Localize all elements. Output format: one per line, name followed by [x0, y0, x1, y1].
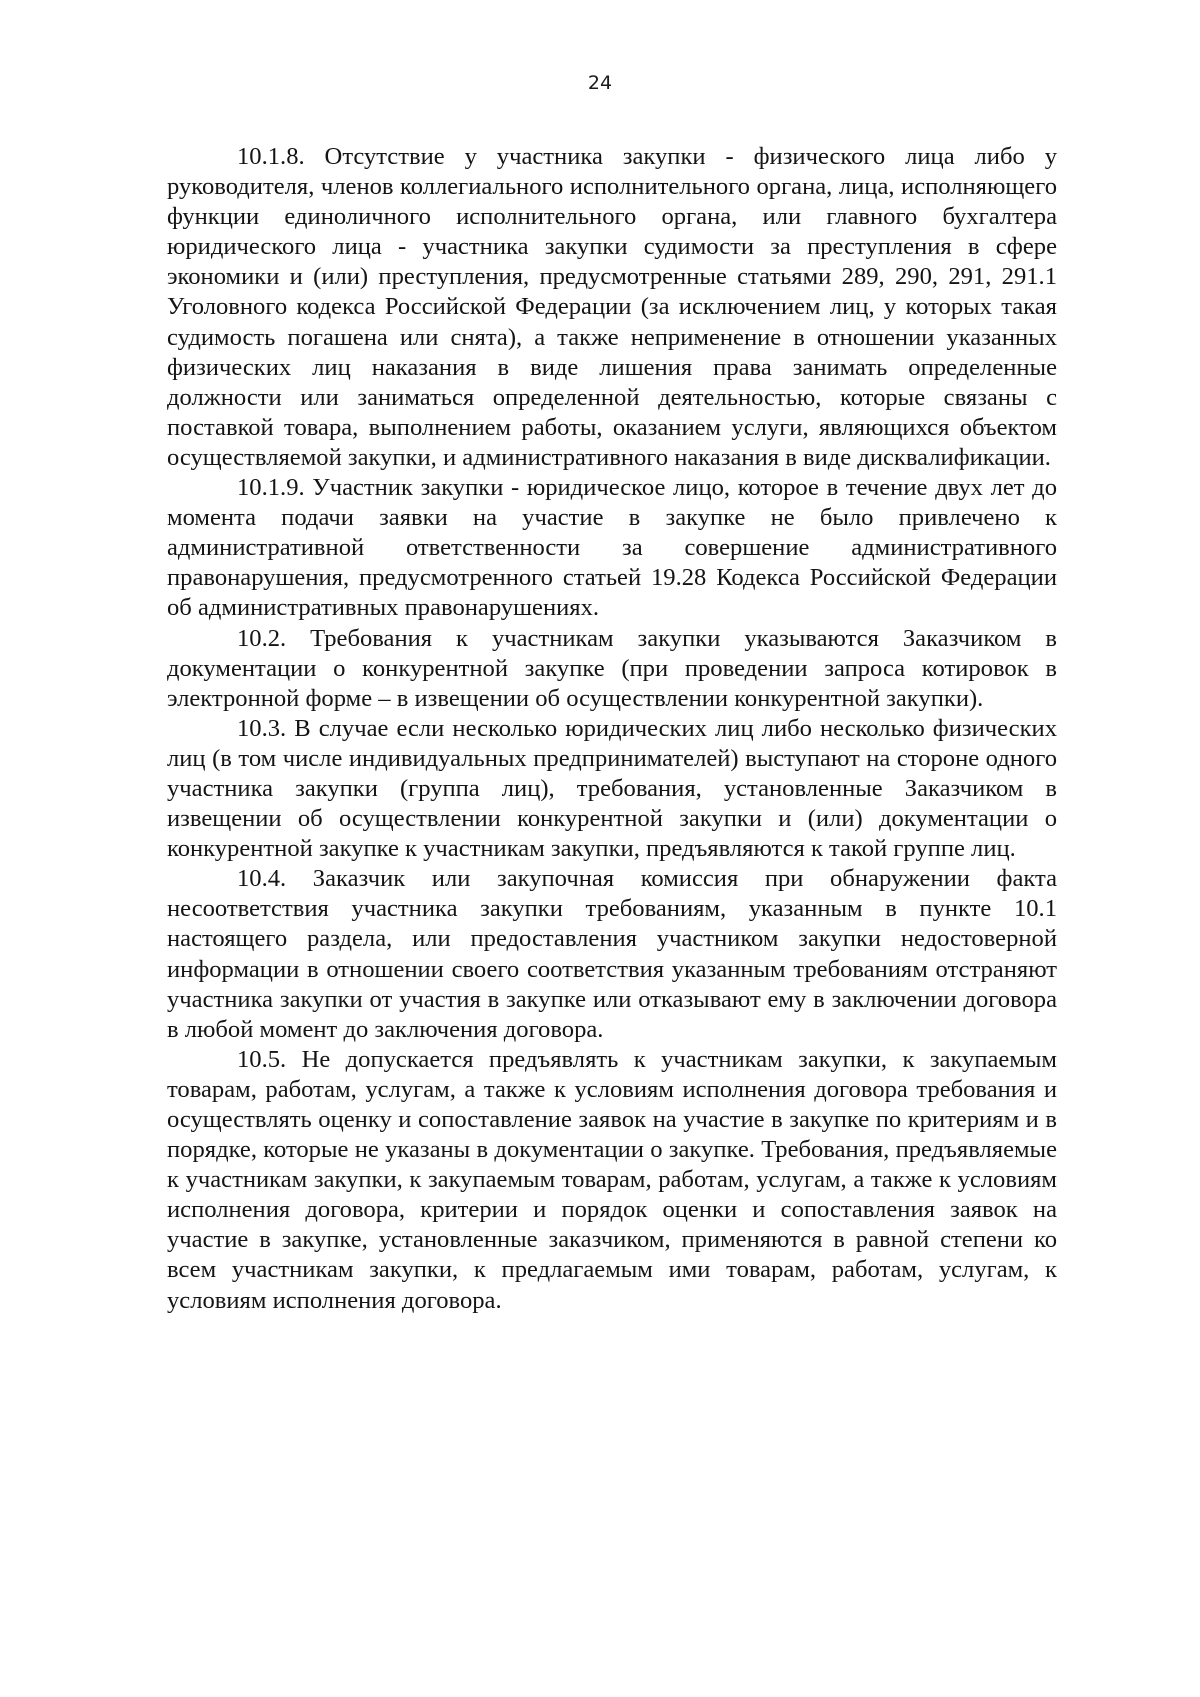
paragraph-10-4: 10.4. Заказчик или закупочная комиссия при обнаружении факта несоответствия участника закупки требованиям, указанным в пункте 10.1 настоящего раздела, или предоставления участником закупки недостоверной информации в отношении своего соответствия указанным требованиям отстраняют участника закупки от участия в закупке или отказывают ему в заключении договора в любой момент до заключения договора. — [167, 865, 1057, 1043]
document-body — [167, 142, 1057, 1316]
paragraph-10-1-9: 10.1.9. Участник закупки - юридическое лицо, которое в течение двух лет до момента подачи заявки на участие в закупке не было привлечено к административной ответственности за совершение административного правонарушения, предусмотренного статьей 19.28 Кодекса Российской Федерации об административных правонарушениях. — [167, 474, 1057, 622]
paragraph-10-5: 10.5. Не допускается предъявлять к участникам закупки, к закупаемым товарам, работам, услугам, а также к условиям исполнения договора требования и осуществлять оценку и сопоставление заявок на участие в закупке по критериям и в порядке, которые не указаны в документации о закупке. Требования, предъявляемые к участникам закупки, к закупаемым товарам, работам, услугам, а также к условиям исполнения договора, критерии и порядок оценки и сопоставления заявок на участие в закупке, установленные заказчиком, применяются в равной степени ко всем участникам закупки, к предлагаемым ими товарам, работам, услугам, к условиям исполнения договора. — [167, 1045, 1057, 1314]
page-number: 24 — [587, 72, 613, 94]
paragraph-10-3: 10.3. В случае если несколько юридических лиц либо несколько физических лиц (в том числе индивидуальных предпринимателей) выступают на стороне одного участника закупки (группа лиц), требования, установленные Заказчиком в извещении об осуществлении конкурентной закупки и (или) документации о конкурентной закупке к участникам закупки, предъявляются к такой группе лиц. — [167, 714, 1057, 863]
paragraph-10-1-8: 10.1.8. Отсутствие у участника закупки - физического лица либо у руководителя, членов коллегиального исполнительного органа, лица, исполняющего функции единоличного исполнительного органа, или главного бухгалтера юридического лица - участника закупки судимости за преступления в сфере экономики и (или) преступления, предусмотренные статьями 289, 290, 291, 291.1 Уголовного кодекса Российской Федерации (за исключением лиц, у которых такая судимость погашена или снята), а также неприменение в отношении указанных физических лиц наказания в виде лишения права занимать определенные должности или заниматься определенной деятельностью, которые связаны с поставкой товара, выполнением работы, оказанием услуги, являющихся объектом осуществляемой закупки, и административного наказания в виде дисквалификации. — [167, 143, 1057, 471]
paragraph-10-2: 10.2. Требования к участникам закупки указываются Заказчиком в документации о конкурентной закупке (при проведении запроса котировок в электронной форме – в извещении об осуществлении конкурентной закупки). — [167, 624, 1057, 712]
